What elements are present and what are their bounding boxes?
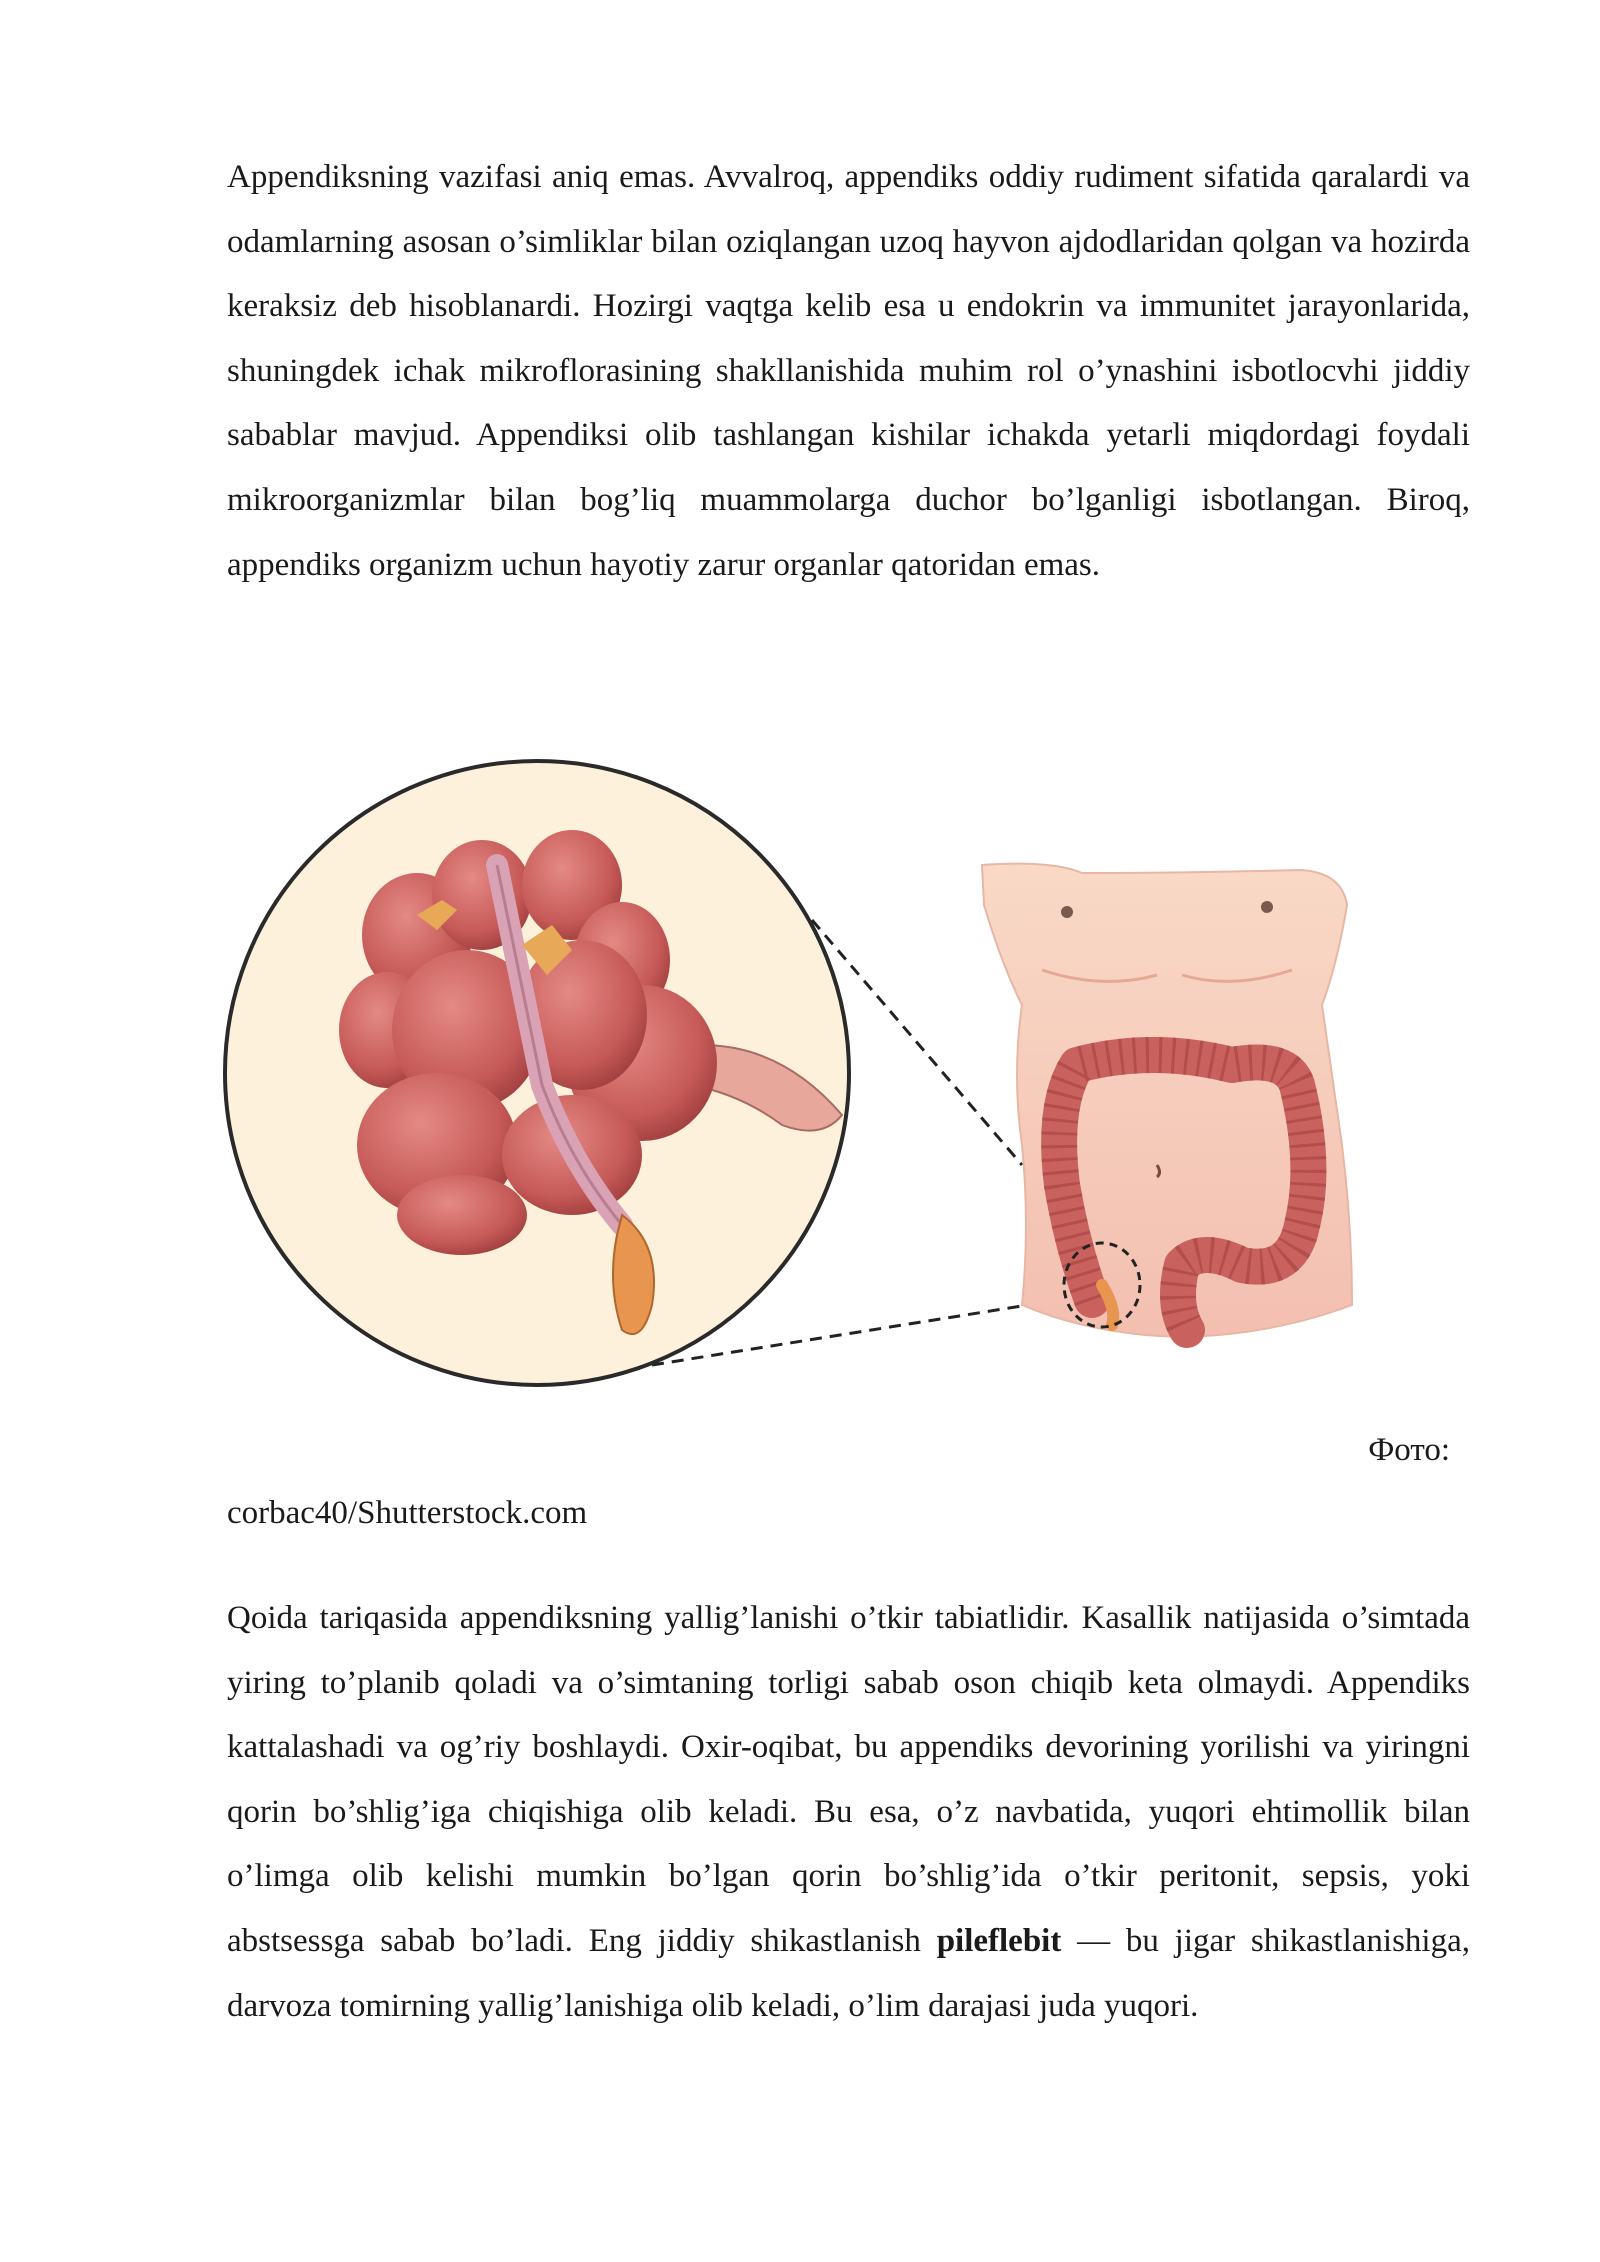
- photo-credit-label: Фото:: [1368, 1432, 1450, 1468]
- torso: [982, 864, 1352, 1337]
- paragraph-appendix-function: Appendiksning vazifasi aniq emas. Avvalroq, appendiks oddiy rudiment sifatida qaralardi va odamlarning asosan o’simliklar bilan oziqlangan uzoq hayvon ajdodlaridan qolgan va hozirda keraksiz deb hisoblanardi. Hozirgi vaqtga kelib esa u endokrin va immunitet jarayonlarida, shuningdek ichak mikroflorasining shakllanishida muhim rol o’ynashini isbotlocvhi jiddiy sabablar mavjud. Appendiksi olib tashlangan kishilar ichakda yetarli miqdordagi foydali mikroorganizmlar bilan bog’liq muammolarga duchor bo’lganligi isbotlangan. Biroq, appendiks organizm uchun hayotiy zarur organlar qatoridan emas.: [227, 159, 1470, 583]
- appendix-figure: [222, 745, 1372, 1405]
- paragraph-text-after: — bu jigar shikastlanishiga, darvoza tomirning yallig’lanishiga olib keladi, o’lim darajasi juda yuqori.: [227, 1922, 1470, 2024]
- photo-credit-source: corbac40/Shutterstock.com: [227, 1495, 588, 1531]
- paragraph-appendicitis: [227, 1586, 1470, 2038]
- term-pileflebit: pileflebit: [936, 1922, 1062, 1959]
- appendix-anatomy-illustration-icon: [222, 745, 1372, 1405]
- paragraph-text-before: Qoida tariqasida appendiksning yallig’lanishi o’tkir tabiatlidir. Kasallik natijasida o’simtada yiring to’planib qoladi va o’simtaning torligi sabab oson chiqib keta olmaydi. Appendiks kattalashadi va og’riy boshlaydi. Oxir-oqibat, bu appendiks devorining yorilishi va yiringni qorin bo’shlig’iga chiqishiga olib keladi. Bu esa, o’z navbatida, yuqori ehtimollik bilan o’limga olib kelishi mumkin bo’lgan qorin bo’shlig’ida o’tkir peritonit, sepsis, yoki abstsessga sabab bo’ladi. Eng jiddiy shikastlanish: [227, 1600, 1470, 1959]
